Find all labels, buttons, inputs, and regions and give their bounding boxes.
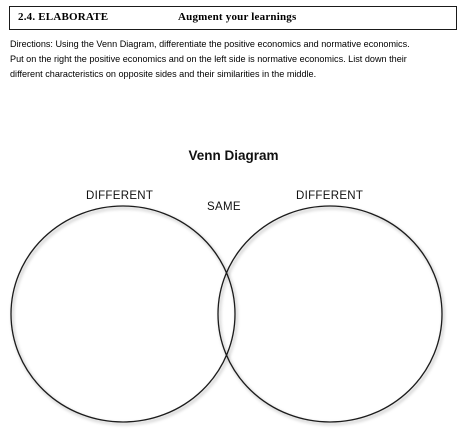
section-title: Augment your learnings [178,11,297,23]
left-circle [11,206,235,422]
overlap-label: SAME [207,201,241,213]
section-number: 2.4. ELABORATE [18,11,109,23]
left-circle-label: DIFFERENT [86,190,154,202]
directions-line-2: Put on the right the positive economics and on the left side is normative economics. List down their [10,54,407,64]
venn-diagram-title: Venn Diagram [188,148,279,163]
right-circle-label: DIFFERENT [296,190,364,202]
directions-line-3: different characteristics on opposite sides and their similarities in the middle. [10,69,317,79]
directions-line-1: Directions: Using the Venn Diagram, differentiate the positive economics and normative economics. [10,39,410,49]
right-circle [218,206,442,422]
